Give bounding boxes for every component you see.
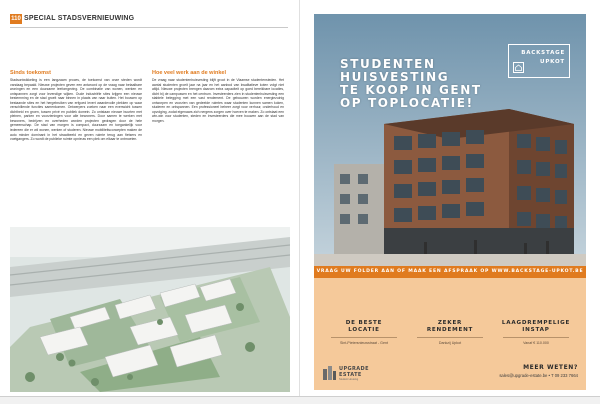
feature-3-divider xyxy=(503,337,569,338)
building-mark-icon xyxy=(322,366,336,380)
feature-return xyxy=(410,320,490,345)
feature-1-title-line-2: LOCATIE xyxy=(348,327,380,333)
brand-bottom-text: UPKOT xyxy=(540,59,565,65)
contact-block xyxy=(499,364,578,378)
feature-1-title-line-1: DE BESTE xyxy=(345,320,383,326)
feature-2-title-line-1: ZEKER xyxy=(437,320,463,326)
section-title: SPECIAL STADSVERNIEUWING xyxy=(24,15,135,22)
advertisement xyxy=(314,14,586,390)
feature-3-title-line-1: LAAGDREMPELIGE xyxy=(501,320,571,326)
column-2-body: De vraag naar studentenhuisvesting blijft groot in de Vlaamse studentensteden. Het aantal studenten groeit jaar na jaar en het aanbod van kwalitatieve koten volgt niet altijd. Nieuwe projecten brengen daarom extra capaciteit op goed bereikbare locaties, dicht bij de campussen en het centrum. Investeerders zien in studentenhuisvesting een stabiele belegging met een vast rendement. De gebouwen worden energiezuinig ontworpen en voorzien van gedeelde ruimtes waar studenten kunnen samen koken, studeren en ontspannen. Een professioneel beheer zorgt voor verhuur, onderhoud en opvolging, zodat eigenaars zich nergens zorgen over hoeven te maken. Zo ontstaat een win-win voor studenten, steden en investeerders die mee bouwen aan de stad van morgen. xyxy=(152,78,284,123)
feature-location xyxy=(324,320,404,345)
upgrade-estate-logo xyxy=(322,364,386,382)
article-column-2 xyxy=(152,70,284,196)
ad-info-panel xyxy=(314,278,586,390)
print-slug-strip xyxy=(0,396,600,404)
feature-2-title-line-2: RENDEMENT xyxy=(426,327,474,333)
contact-heading: MEER WETEN? xyxy=(523,364,578,371)
column-1-body: Stadsontwikkeling is een langzaam proces, de toekomst van onze steden wordt vandaag bepaald. Nieuwe projecten geven een antwoord op de vraag naar betaalbare woningen en een duurzame leefomgeving. De combinatie van wonen, werken en ontspannen zorgt voor levendige wijken. Oude industriële sites krijgen een nieuwe bestemming en de stad groeit naar binnen in plaats van naar buiten. Het bouwen op bestaande sites en het hergebruiken van erfgoed levert waardevolle plekken op waar verschillende functies samenkomen. Ontwerpers zoeken naar een evenwicht tussen dichtheid en groen, tussen privé en publiek domein. Zo ontstaan nieuwe buurten met pleinen, parken en voorzieningen voor alle bewoners. Door samen te werken met bewoners, bedrijven en overheden worden projecten gedragen door de hele gemeenschap. De stad van morgen is compact, duurzaam en toegankelijk voor iedereen die er wil wonen, werken of studeren. Nieuwe mobiliteitsconcepten maken de auto minder dominant in het straatbeeld en geven ruimte terug aan fietsers en voetgangers. Zo wordt de publieke ruimte opnieuw een plek om elkaar te ontmoeten. xyxy=(10,78,142,142)
feature-2-divider xyxy=(417,337,483,338)
logo-name-line-2: ESTATE xyxy=(339,371,362,378)
headline-line-1: STUDENTEN xyxy=(340,57,436,71)
headline-line-2: HUISVESTING xyxy=(340,70,450,84)
feature-entry xyxy=(496,320,576,345)
urban-rendering-image xyxy=(10,227,290,392)
page-number: 110 xyxy=(11,16,21,22)
contact-details[interactable]: sales@upgrade-estate.be • T 09 233 7664 xyxy=(499,373,578,378)
header-rule xyxy=(10,27,288,28)
feature-1-subtitle: Sint-Pietersnieuwstraat - Gent xyxy=(340,341,388,345)
left-page xyxy=(0,0,300,396)
backstage-upkot-logo xyxy=(508,44,570,78)
brand-top-text: BACKSTAGE xyxy=(521,50,565,56)
feature-2-subtitle: Dankzij Upkot xyxy=(438,341,462,345)
logo-tagline: Student Housing xyxy=(339,378,359,381)
logo-name xyxy=(339,367,369,378)
house-icon xyxy=(513,62,524,73)
logo-name-line-1: UPGRADE xyxy=(339,366,369,372)
feature-3-title-line-2: INSTAP xyxy=(522,327,550,333)
feature-3-subtitle: Vanaf € 110.000 xyxy=(523,341,549,345)
column-1-heading: Sinds toekomst xyxy=(10,70,51,76)
cta-text: VRAAG UW FOLDER AAN OF MAAK EEN AFSPRAAK OP WWW.BACKSTAGE-UPKOT.BE xyxy=(316,269,584,274)
feature-1-divider xyxy=(331,337,397,338)
column-2-heading: Hoe veel werk aan de winkel xyxy=(152,70,226,76)
headline-line-4: OP TOPLOCATIE! xyxy=(340,96,474,110)
headline-line-3: TE KOOP IN GENT xyxy=(340,83,482,97)
